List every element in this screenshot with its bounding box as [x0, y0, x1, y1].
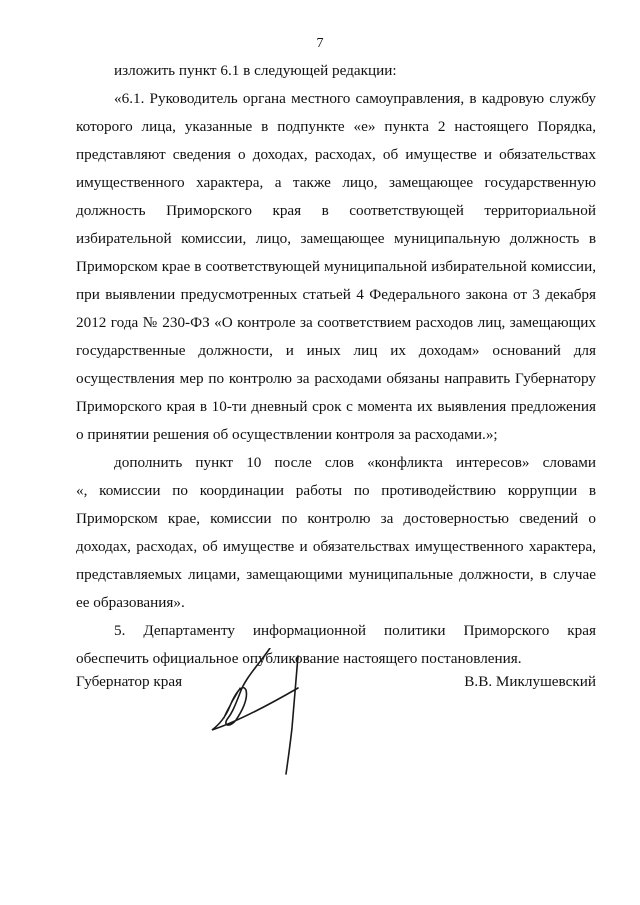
signature-block	[0, 648, 640, 788]
text-line: ее образования».	[76, 594, 185, 611]
text-line: доходах, расходах, об имуществе и обязательствах имущественного характера,	[76, 538, 596, 555]
page-number: 7	[316, 36, 324, 51]
text-line: 2012 года № 230-ФЗ «О контроле за соответствием расходов лиц, замещающих	[76, 314, 596, 331]
text-line: о принятии решения об осуществлении контроля за расходами.»;	[76, 426, 498, 443]
text-line: «6.1. Руководитель органа местного самоуправления, в кадровую службу	[114, 90, 596, 107]
text-line: Приморском крае в соответствующей муниципальной избирательной комиссии,	[76, 258, 596, 275]
text-line: «, комиссии по координации работы по противодействию коррупции в	[76, 482, 596, 499]
text-line: представляемых лицами, замещающими муниципальные должности, в случае	[76, 566, 596, 583]
text-line: при выявлении предусмотренных статьей 4 Федерального закона от 3 декабря	[76, 286, 596, 303]
signatory-title: Губернатор края	[76, 673, 183, 690]
signatory-name: В.В. Миклушевский	[464, 673, 596, 690]
text-line: дополнить пункт 10 после слов «конфликта интересов» словами	[114, 454, 596, 471]
text-line: 5. Департаменту информационной политики Приморского края	[114, 622, 596, 639]
handwritten-signature	[200, 648, 340, 778]
text-line: Приморском крае, комиссии по контролю за достоверностью сведений о	[76, 510, 596, 527]
text-line-intro: изложить пункт 6.1 в следующей редакции:	[114, 62, 397, 79]
text-line: обеспечить официальное опубликование настоящего постановления.	[76, 650, 522, 667]
text-line: имущественного характера, а также лицо, замещающее государственную	[76, 174, 596, 191]
text-line: государственные должности, и иных лиц их доходам» оснований для	[76, 342, 596, 359]
text-line: осуществления мер по контролю за расходами обязаны направить Губернатору	[76, 370, 596, 387]
text-line: Приморского края в 10-ти дневный срок с момента их выявления предложения	[76, 398, 596, 415]
text-line: которого лица, указанные в подпункте «е» пункта 2 настоящего Порядка,	[76, 118, 596, 135]
text-line: избирательной комиссии, лицо, замещающее муниципальную должность в	[76, 230, 596, 247]
text-line: должность Приморского края в соответствующей территориальной	[76, 202, 596, 219]
text-line: представляют сведения о доходах, расходах, об имуществе и обязательствах	[76, 146, 596, 163]
